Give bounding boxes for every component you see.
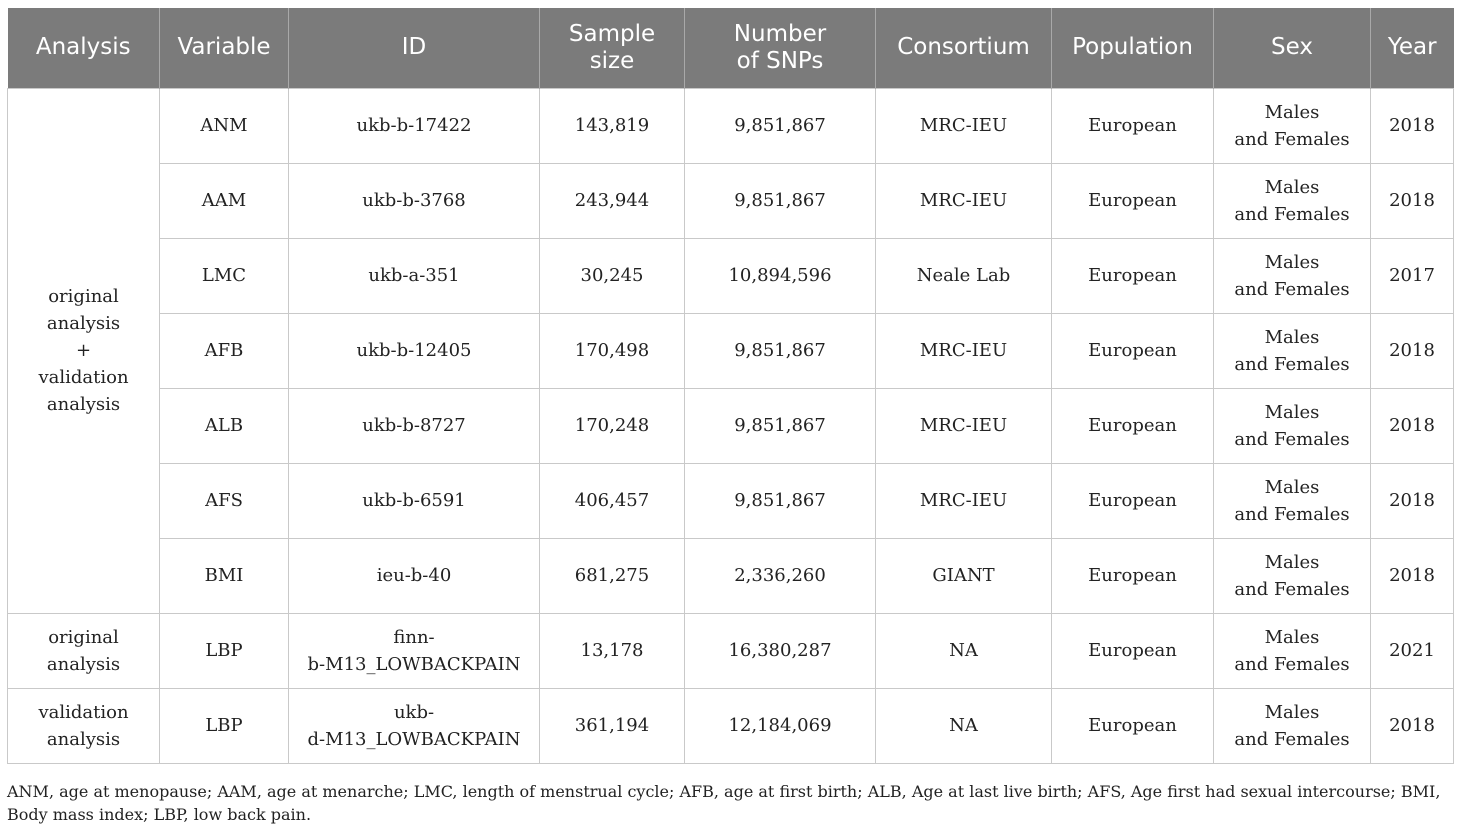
cell-sex-text: Males and Females (1234, 476, 1350, 525)
cell-variable-text: LBP (205, 640, 243, 661)
data-table (7, 8, 1454, 764)
cell-consortium (876, 238, 1052, 313)
cell-consortium-text: GIANT (932, 565, 995, 586)
cell-variable (160, 613, 289, 688)
header-snps-text: Number of SNPs (733, 20, 827, 74)
table-row (8, 688, 1454, 763)
cell-variable-text: BMI (204, 565, 244, 586)
header-sample-size (540, 8, 685, 88)
cell-number-of-snps (685, 313, 876, 388)
cell-id (289, 388, 540, 463)
cell-sex-text: Males and Females (1234, 401, 1350, 450)
cell-population-text: European (1088, 715, 1177, 736)
cell-consortium-text: MRC-IEU (919, 340, 1008, 361)
cell-consortium (876, 463, 1052, 538)
cell-population (1052, 463, 1214, 538)
cell-consortium-text: MRC-IEU (919, 415, 1008, 436)
cell-number-of-snps-text: 10,894,596 (728, 265, 832, 286)
cell-sex (1214, 88, 1371, 163)
cell-id (289, 163, 540, 238)
cell-sample-size (540, 88, 685, 163)
header-sex: Sex (1214, 8, 1371, 88)
cell-sample-size-text: 13,178 (580, 640, 644, 661)
cell-year (1371, 163, 1454, 238)
cell-consortium-text: MRC-IEU (919, 490, 1008, 511)
header-consortium: Consortium (876, 8, 1052, 88)
header-sample-size-text: Sample size (568, 20, 656, 74)
cell-consortium (876, 688, 1052, 763)
table-footnote: ANM, age at menopause; AAM, age at menarche; LMC, length of menstrual cycle; AFB, age at first birth; ALB, Age at last live birth; AFS, Age first had sexual intercourse; BMI, Body mass index; LBP, low back pain. (7, 782, 1441, 824)
cell-population (1052, 388, 1214, 463)
cell-population (1052, 313, 1214, 388)
cell-consortium-text: MRC-IEU (919, 190, 1008, 211)
cell-sample-size-text: 681,275 (574, 565, 650, 586)
cell-id-text: ukb- d-M13_LOWBACKPAIN (307, 701, 521, 750)
cell-consortium (876, 388, 1052, 463)
cell-sex-text: Males and Females (1234, 701, 1350, 750)
cell-consortium-text: Neale Lab (916, 265, 1011, 286)
cell-id (289, 88, 540, 163)
cell-sample-size-text: 406,457 (574, 490, 650, 511)
cell-year-text: 2018 (1389, 190, 1435, 211)
header-row (8, 8, 1454, 88)
cell-year (1371, 688, 1454, 763)
cell-year (1371, 388, 1454, 463)
cell-year-text: 2018 (1389, 490, 1435, 511)
cell-sex-text: Males and Females (1234, 626, 1350, 675)
cell-population-text: European (1088, 115, 1177, 136)
cell-id (289, 613, 540, 688)
cell-sex (1214, 688, 1371, 763)
cell-id (289, 463, 540, 538)
cell-variable (160, 163, 289, 238)
cell-sex (1214, 388, 1371, 463)
cell-population-text: European (1088, 340, 1177, 361)
table-row (8, 388, 1454, 463)
cell-sample-size (540, 238, 685, 313)
cell-number-of-snps-text: 16,380,287 (728, 640, 832, 661)
header-variable: Variable (160, 8, 289, 88)
cell-analysis (8, 613, 160, 688)
cell-id-text: ieu-b-40 (376, 565, 452, 586)
cell-variable (160, 463, 289, 538)
header-analysis: Analysis (8, 8, 160, 88)
cell-id (289, 238, 540, 313)
cell-variable-text: AFS (205, 490, 243, 511)
cell-sample-size (540, 313, 685, 388)
cell-population-text: European (1088, 265, 1177, 286)
cell-consortium (876, 313, 1052, 388)
cell-population (1052, 613, 1214, 688)
cell-year (1371, 463, 1454, 538)
cell-sample-size (540, 163, 685, 238)
cell-analysis-text: original analysis (46, 626, 121, 675)
cell-population-text: European (1088, 640, 1177, 661)
cell-sample-size-text: 143,819 (574, 115, 650, 136)
cell-sex-text: Males and Females (1234, 101, 1350, 150)
cell-number-of-snps (685, 163, 876, 238)
cell-sample-size (540, 388, 685, 463)
cell-variable (160, 313, 289, 388)
cell-population-text: European (1088, 490, 1177, 511)
table-row (8, 238, 1454, 313)
cell-variable (160, 688, 289, 763)
cell-id (289, 313, 540, 388)
cell-year-text: 2018 (1389, 340, 1435, 361)
cell-sample-size (540, 463, 685, 538)
cell-analysis-text: validation analysis (38, 701, 129, 750)
cell-variable-text: ALB (204, 415, 244, 436)
cell-year (1371, 88, 1454, 163)
cell-population (1052, 88, 1214, 163)
cell-id-text: ukb-b-12405 (356, 340, 472, 361)
cell-sample-size-text: 361,194 (574, 715, 650, 736)
cell-population-text: European (1088, 415, 1177, 436)
cell-year-text: 2018 (1389, 115, 1435, 136)
cell-id (289, 538, 540, 613)
cell-year-text: 2017 (1389, 265, 1435, 286)
cell-number-of-snps (685, 88, 876, 163)
cell-sex (1214, 538, 1371, 613)
cell-id-text: ukb-b-8727 (362, 415, 466, 436)
cell-sample-size-text: 170,248 (574, 415, 650, 436)
cell-id-text: ukb-a-351 (368, 265, 460, 286)
cell-consortium-text: NA (949, 640, 978, 661)
cell-number-of-snps-text: 9,851,867 (734, 490, 826, 511)
cell-id (289, 688, 540, 763)
cell-year (1371, 238, 1454, 313)
cell-population (1052, 538, 1214, 613)
cell-year-text: 2018 (1389, 565, 1435, 586)
cell-number-of-snps (685, 538, 876, 613)
cell-sample-size-text: 170,498 (574, 340, 650, 361)
cell-id-text: ukb-b-3768 (362, 190, 466, 211)
cell-number-of-snps (685, 238, 876, 313)
cell-variable (160, 238, 289, 313)
table-body (8, 88, 1454, 763)
cell-population (1052, 688, 1214, 763)
cell-year (1371, 313, 1454, 388)
header-id: ID (289, 8, 540, 88)
cell-year (1371, 613, 1454, 688)
cell-population-text: European (1088, 565, 1177, 586)
cell-sex (1214, 463, 1371, 538)
header-year: Year (1371, 8, 1454, 88)
cell-number-of-snps-text: 12,184,069 (728, 715, 832, 736)
table-row (8, 538, 1454, 613)
cell-sex-text: Males and Females (1234, 251, 1350, 300)
cell-variable-text: ANM (200, 115, 248, 136)
cell-population (1052, 163, 1214, 238)
cell-variable-text: AAM (201, 190, 247, 211)
cell-id-text: ukb-b-17422 (356, 115, 472, 136)
cell-variable (160, 88, 289, 163)
table-row (8, 313, 1454, 388)
cell-sample-size (540, 688, 685, 763)
table-row (8, 88, 1454, 163)
cell-sex-text: Males and Females (1234, 326, 1350, 375)
cell-number-of-snps (685, 463, 876, 538)
cell-number-of-snps-text: 9,851,867 (734, 115, 826, 136)
cell-variable-text: LBP (205, 715, 243, 736)
cell-sex (1214, 613, 1371, 688)
cell-sex (1214, 163, 1371, 238)
cell-consortium (876, 613, 1052, 688)
header-number-of-snps (685, 8, 876, 88)
cell-sex (1214, 313, 1371, 388)
cell-consortium (876, 538, 1052, 613)
cell-number-of-snps (685, 613, 876, 688)
header-population: Population (1052, 8, 1214, 88)
cell-sample-size (540, 538, 685, 613)
cell-sex-text: Males and Females (1234, 176, 1350, 225)
cell-sex (1214, 238, 1371, 313)
table-row (8, 163, 1454, 238)
cell-year (1371, 538, 1454, 613)
cell-number-of-snps-text: 9,851,867 (734, 415, 826, 436)
cell-number-of-snps (685, 688, 876, 763)
cell-consortium (876, 88, 1052, 163)
cell-year-text: 2021 (1389, 640, 1435, 661)
cell-year-text: 2018 (1389, 715, 1435, 736)
cell-id-text: finn- b-M13_LOWBACKPAIN (307, 626, 521, 675)
cell-consortium-text: NA (949, 715, 978, 736)
cell-sample-size (540, 613, 685, 688)
cell-analysis (8, 688, 160, 763)
cell-number-of-snps-text: 9,851,867 (734, 190, 826, 211)
cell-number-of-snps-text: 2,336,260 (734, 565, 826, 586)
cell-id-text: ukb-b-6591 (362, 490, 466, 511)
cell-consortium-text: MRC-IEU (919, 115, 1008, 136)
cell-population (1052, 238, 1214, 313)
cell-variable-text: LMC (201, 265, 247, 286)
cell-analysis (8, 88, 160, 613)
cell-sample-size-text: 30,245 (580, 265, 644, 286)
cell-variable (160, 388, 289, 463)
cell-sample-size-text: 243,944 (574, 190, 650, 211)
cell-consortium (876, 163, 1052, 238)
cell-sex-text: Males and Females (1234, 551, 1350, 600)
cell-variable-text: AFB (204, 340, 244, 361)
table-row (8, 463, 1454, 538)
cell-number-of-snps (685, 388, 876, 463)
table-container (7, 8, 1453, 764)
table-row (8, 613, 1454, 688)
cell-number-of-snps-text: 9,851,867 (734, 340, 826, 361)
cell-population-text: European (1088, 190, 1177, 211)
cell-analysis-text: original analysis + validation analysis (38, 286, 129, 415)
cell-year-text: 2018 (1389, 415, 1435, 436)
cell-variable (160, 538, 289, 613)
